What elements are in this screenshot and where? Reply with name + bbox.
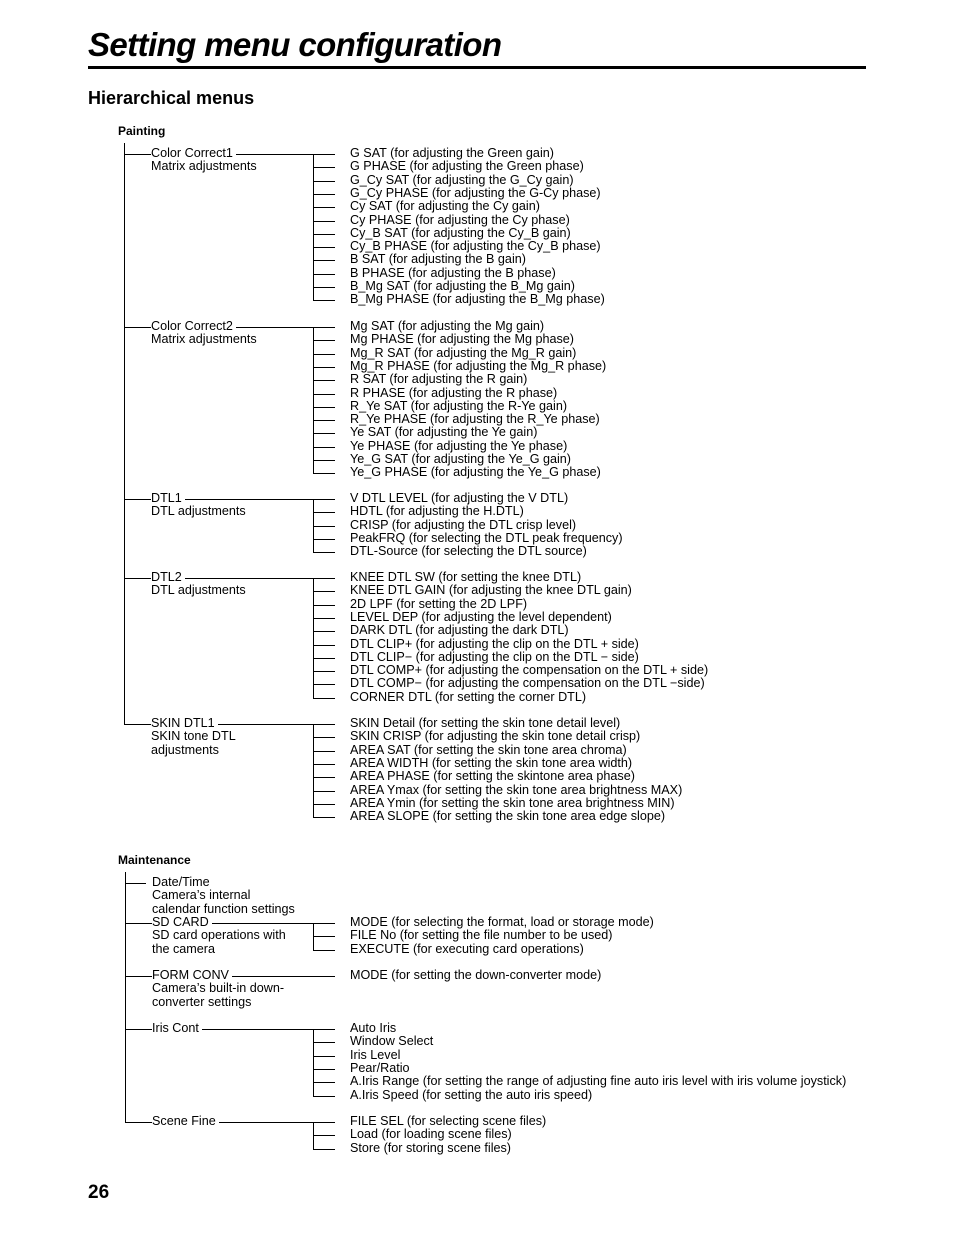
menu-item: B_Mg SAT (for adjusting the B_Mg gain): [350, 279, 575, 293]
branch-line: [125, 883, 146, 884]
item-tick-line: [313, 274, 335, 275]
menu-item: SKIN Detail (for setting the skin tone detail level): [350, 716, 621, 730]
menu-item: Mg_R SAT (for adjusting the Mg_R gain): [350, 345, 577, 360]
menu-item: G_Cy SAT (for adjusting the G_Cy gain): [350, 172, 574, 187]
item-bracket-line: [313, 327, 314, 474]
group-label: [152, 969, 305, 1009]
item-tick-line: [313, 764, 335, 765]
group-name: DTL2: [151, 571, 185, 584]
group-label: [152, 876, 305, 916]
item-tick-line: [313, 936, 335, 937]
group-name: Color Correct2: [151, 320, 236, 333]
menu-item: PeakFRQ (for selecting the DTL peak frequency): [350, 530, 623, 545]
menu-item: Iris Level: [350, 1047, 401, 1062]
item-tick-line: [313, 631, 335, 632]
group-name: Iris Cont: [152, 1022, 202, 1035]
item-tick-line: [313, 300, 335, 301]
menu-item: Auto Iris: [350, 1021, 397, 1035]
menu-item: Window Select: [350, 1034, 434, 1049]
menu-item: Cy PHASE (for adjusting the Cy phase): [350, 212, 570, 227]
group-name: Color Correct1: [151, 147, 236, 160]
item-tick-line: [313, 473, 335, 474]
menu-item: Ye PHASE (for adjusting the Ye phase): [350, 438, 568, 453]
group-name: Date/Time: [152, 876, 213, 889]
menu-item: G PHASE (for adjusting the Green phase): [350, 159, 584, 174]
item-tick-line: [313, 234, 335, 235]
item-tick-line: [313, 751, 335, 752]
item-tick-line: [313, 591, 335, 592]
item-bracket-line: [313, 154, 314, 301]
item-tick-line: [313, 1096, 335, 1097]
menu-item: DTL COMP+ (for adjusting the compensation on the DTL + side): [350, 663, 709, 678]
section-title: Hierarchical menus: [88, 88, 255, 108]
item-tick-line: [313, 512, 335, 513]
menu-item: R_Ye SAT (for adjusting the R-Ye gain): [350, 398, 568, 413]
item-tick-line: [313, 407, 335, 408]
menu-item: FILE No (for setting the file number to be used): [350, 928, 613, 943]
group-name: Scene Fine: [152, 1115, 219, 1128]
item-tick-line: [313, 447, 335, 448]
item-tick-line: [313, 394, 335, 395]
group-label: [151, 717, 304, 757]
maintenance-trunk-line: [125, 872, 126, 1122]
item-tick-line: [313, 605, 335, 606]
menu-item: Ye_G PHASE (for adjusting the Ye_G phase): [350, 465, 601, 480]
group-description: DTL adjustments: [151, 505, 249, 518]
item-bracket-line: [313, 1029, 314, 1097]
menu-item: Store (for storing scene files): [350, 1140, 511, 1155]
menu-item: Ye_G SAT (for adjusting the Ye_G gain): [350, 452, 572, 466]
item-tick-line: [313, 684, 335, 685]
menu-item: DTL CLIP− (for adjusting the clip on the DTL − side): [350, 649, 639, 664]
group-description: Matrix adjustments: [151, 333, 260, 346]
group-label: [152, 1115, 219, 1128]
item-tick-line: [313, 207, 335, 208]
group-description: Matrix adjustments: [151, 160, 260, 173]
item-tick-line: [313, 526, 335, 527]
item-tick-line: [313, 791, 335, 792]
item-tick-line: [313, 552, 335, 553]
item-tick-line: [313, 1082, 335, 1083]
menu-item: B SAT (for adjusting the B gain): [350, 252, 526, 267]
menu-item: DARK DTL (for adjusting the dark DTL): [350, 623, 569, 638]
item-tick-line: [313, 167, 335, 168]
menu-item: FILE SEL (for selecting scene files): [350, 1114, 547, 1128]
group-description: SD card operations with the camera: [152, 929, 305, 956]
item-tick-line: [313, 1069, 335, 1070]
item-tick-line: [313, 1056, 335, 1057]
item-tick-line: [313, 380, 335, 381]
group-description: DTL adjustments: [151, 584, 249, 597]
menu-item: KNEE DTL GAIN (for adjusting the knee DTL gain): [350, 583, 632, 598]
group-description: Camera’s internal calendar function settings: [152, 889, 305, 916]
group-name: FORM CONV: [152, 969, 232, 982]
item-tick-line: [313, 658, 335, 659]
item-tick-line: [313, 804, 335, 805]
item-tick-line: [313, 340, 335, 341]
menu-item: Pear/Ratio: [350, 1060, 410, 1075]
item-tick-line: [313, 817, 335, 818]
menu-item: MODE (for selecting the format, load or storage mode): [350, 915, 654, 929]
group-label: [152, 916, 305, 956]
menu-item: R_Ye PHASE (for adjusting the R_Ye phase): [350, 412, 600, 427]
menu-item: Cy_B PHASE (for adjusting the Cy_B phase): [350, 239, 601, 254]
item-tick-line: [313, 1042, 335, 1043]
menu-item: AREA Ymax (for setting the skin tone area brightness MAX): [350, 782, 683, 797]
item-bracket-line: [313, 578, 314, 699]
menu-item: KNEE DTL SW (for setting the knee DTL): [350, 570, 582, 584]
menu-item: AREA SAT (for setting the skin tone area chroma): [350, 742, 627, 757]
menu-item: Cy_B SAT (for adjusting the Cy_B gain): [350, 225, 571, 240]
group-label: [151, 320, 260, 347]
menu-item: AREA PHASE (for setting the skintone area phase): [350, 769, 635, 784]
menu-item: CORNER DTL (for setting the corner DTL): [350, 689, 587, 704]
item-tick-line: [313, 420, 335, 421]
item-tick-line: [313, 671, 335, 672]
menu-item: Cy SAT (for adjusting the Cy gain): [350, 199, 540, 214]
item-tick-line: [313, 618, 335, 619]
item-tick-line: [313, 221, 335, 222]
menu-item: A.Iris Range (for setting the range of adjusting fine auto iris level with iris volume joystick): [350, 1074, 847, 1089]
item-tick-line: [313, 247, 335, 248]
group-label: [151, 492, 249, 519]
menu-item: R SAT (for adjusting the R gain): [350, 372, 528, 387]
group-description: SKIN tone DTL adjustments: [151, 730, 304, 757]
item-tick-line: [313, 1135, 335, 1136]
menu-item: HDTL (for adjusting the H.DTL): [350, 504, 524, 519]
item-tick-line: [313, 433, 335, 434]
maintenance-label: Maintenance: [118, 853, 191, 867]
item-tick-line: [313, 645, 335, 646]
page-number: 26: [88, 1182, 110, 1203]
group-label: [151, 571, 249, 598]
painting-label: Painting: [118, 124, 166, 138]
item-tick-line: [313, 1149, 335, 1150]
menu-item: Load (for loading scene files): [350, 1127, 512, 1142]
menu-item: B PHASE (for adjusting the B phase): [350, 265, 556, 280]
menu-item: Ye SAT (for adjusting the Ye gain): [350, 425, 538, 440]
menu-item: 2D LPF (for setting the 2D LPF): [350, 596, 528, 611]
group-label: [151, 147, 260, 174]
item-tick-line: [313, 194, 335, 195]
item-tick-line: [313, 698, 335, 699]
menu-item: SKIN CRISP (for adjusting the skin tone detail crisp): [350, 729, 641, 744]
item-tick-line: [313, 737, 335, 738]
item-bracket-line: [313, 976, 314, 977]
group-name: DTL1: [151, 492, 185, 505]
menu-item: G_Cy PHASE (for adjusting the G-Cy phase): [350, 185, 601, 200]
menu-item: A.Iris Speed (for setting the auto iris speed): [350, 1087, 593, 1102]
menu-item: LEVEL DEP (for adjusting the level dependent): [350, 609, 612, 624]
item-tick-line: [313, 777, 335, 778]
painting-trunk-line: [124, 143, 125, 724]
item-tick-line: [313, 260, 335, 261]
group-name: SKIN DTL1: [151, 717, 218, 730]
group-label: [152, 1022, 202, 1035]
menu-item: EXECUTE (for executing card operations): [350, 941, 584, 956]
menu-item: R PHASE (for adjusting the R phase): [350, 385, 558, 400]
menu-item: Mg SAT (for adjusting the Mg gain): [350, 319, 545, 333]
page-title: Setting menu configuration: [88, 26, 502, 63]
title-rule: [88, 66, 866, 69]
item-tick-line: [313, 950, 335, 951]
group-description: Camera’s built-in down-converter settings: [152, 982, 305, 1009]
item-tick-line: [313, 367, 335, 368]
menu-item: B_Mg PHASE (for adjusting the B_Mg phase): [350, 292, 605, 307]
group-name: SD CARD: [152, 916, 212, 929]
menu-item: MODE (for setting the down-converter mode): [350, 968, 602, 982]
menu-item: Mg PHASE (for adjusting the Mg phase): [350, 332, 574, 347]
menu-item: CRISP (for adjusting the DTL crisp level): [350, 517, 577, 532]
menu-item: V DTL LEVEL (for adjusting the V DTL): [350, 491, 569, 505]
menu-item: AREA Ymin (for setting the skin tone area brightness MIN): [350, 795, 675, 810]
item-tick-line: [313, 287, 335, 288]
item-tick-line: [313, 181, 335, 182]
menu-item: G SAT (for adjusting the Green gain): [350, 146, 554, 160]
item-tick-line: [313, 460, 335, 461]
menu-item: Mg_R PHASE (for adjusting the Mg_R phase): [350, 358, 607, 373]
menu-item: AREA WIDTH (for setting the skin tone area width): [350, 755, 633, 770]
menu-item: DTL CLIP+ (for adjusting the clip on the DTL + side): [350, 636, 639, 651]
item-tick-line: [313, 354, 335, 355]
menu-item: DTL COMP− (for adjusting the compensation on the DTL −side): [350, 676, 705, 691]
menu-item: AREA SLOPE (for setting the skin tone area edge slope): [350, 809, 666, 824]
menu-item: DTL-Source (for selecting the DTL source): [350, 544, 587, 559]
item-tick-line: [313, 539, 335, 540]
